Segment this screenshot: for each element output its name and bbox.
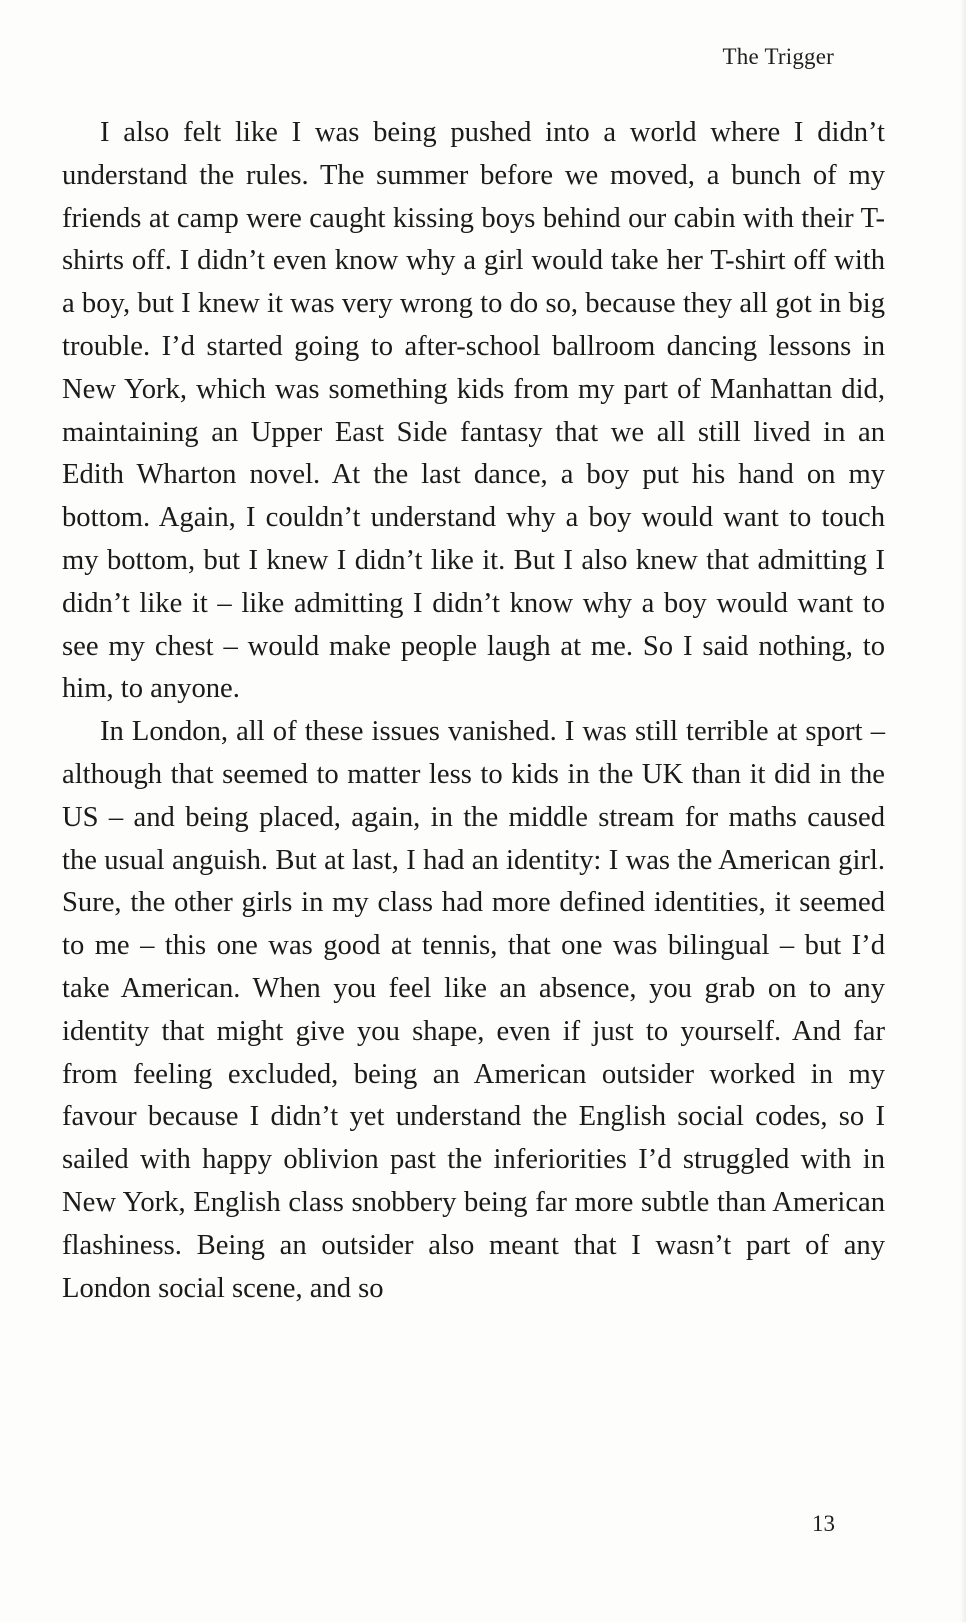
body-text [62,112,885,1310]
paragraph-1: I also felt like I was being pushed into a world where I didn’t understand the rules. The summer before we moved, a bunch of my friends at camp were caught kissing boys behind our cabin with their T-shirts off. I didn’t even know why a girl would take her T-shirt off with a boy, but I knew it was very wrong to do so, because they all got in big trouble. I’d started going to after-school ballroom dancing lessons in New York, which was something kids from my part of Manhattan did, maintaining an Upper East Side fantasy that we all still lived in an Edith Wharton novel. At the last dance, a boy put his hand on my bottom. Again, I couldn’t understand why a boy would want to touch my bottom, but I knew I didn’t like it. But I also knew that admitting I didn’t like it – like admitting I didn’t know why a boy would want to see my chest – would make people laugh at me. So I said nothing, to him, to anyone. [62,117,885,705]
paragraph-2: In London, all of these issues vanished. I was still terrible at sport – although that seemed to matter less to kids in the UK than it did in the US – and being placed, again, in the middle stream for maths caused the usual anguish. But at last, I had an identity: I was the American girl. Sure, the other girls in my class had more defined identities, it seemed to me – this one was good at tennis, that one was bilingual – but I’d take American. When you feel like an absence, you grab on to any identity that might give you shape, even if just to yourself. And far from feeling excluded, being an American outsider worked in my favour because I didn’t yet understand the English social codes, so I sailed with happy oblivion past the inferiorities I’d struggled with in New York, English class snobbery being far more subtle than American flashiness. Being an outsider also meant that I wasn’t part of any London social scene, and so [62,716,885,1304]
page-number: 13 [812,1511,835,1536]
scan-edge-shadow [960,0,966,1622]
running-head: The Trigger [722,44,834,69]
